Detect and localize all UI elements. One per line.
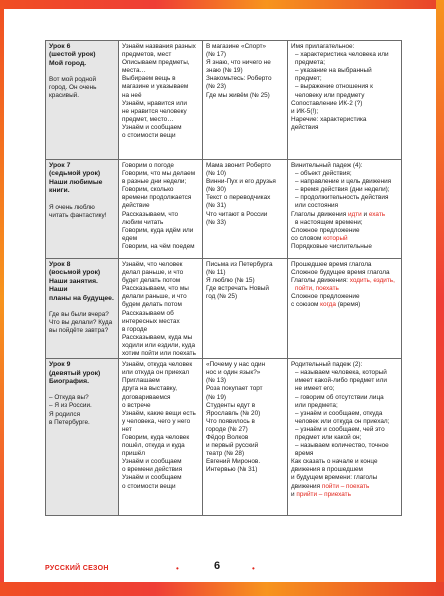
communication-goal-line: будем делать потом bbox=[122, 301, 182, 309]
lesson-dialogue bbox=[49, 311, 115, 335]
text-reference-line: (№ 11) bbox=[206, 269, 226, 277]
communication-goal-line: действие bbox=[122, 202, 150, 210]
lesson-plan-body bbox=[46, 41, 402, 516]
grammar-line: человек или откуда он приехал; bbox=[295, 417, 390, 425]
text-reference-line: Знакомьтесь: Роберто bbox=[206, 75, 272, 83]
communication-goals-cell bbox=[119, 259, 203, 359]
lesson-title-line: Наши любимые bbox=[49, 178, 103, 186]
grammar-line: или состояния bbox=[295, 202, 339, 210]
communication-goal-line: не нравится человеку bbox=[122, 107, 187, 115]
table-row bbox=[46, 259, 402, 359]
communication-goal-line: Рассказываем, куда мы bbox=[122, 333, 193, 341]
communication-goal-line: о стоимости вещи bbox=[122, 132, 176, 140]
text-reference-line: Роза покупает торт bbox=[206, 385, 263, 393]
lesson-title-line: Урок 6 bbox=[49, 43, 71, 50]
grammar-line: предмет или какой он; bbox=[295, 433, 362, 441]
grammar-line: – направление и цель движения bbox=[295, 178, 392, 186]
grammar-line: – продолжительность действия bbox=[295, 194, 389, 202]
grammar-line: Сложное будущее время глагола bbox=[291, 269, 390, 277]
communication-goal-line: Узнаём, откуда человек bbox=[122, 361, 193, 369]
lesson-cell bbox=[46, 160, 119, 259]
grammar-cell bbox=[288, 359, 402, 516]
lesson-dialogue-line: Где вы были вчера? bbox=[49, 311, 109, 319]
lesson-cell bbox=[46, 41, 119, 160]
text-reference-line: (№ 30) bbox=[206, 186, 226, 194]
lesson-dialogue-line: Я родился bbox=[49, 410, 81, 418]
grammar-line: – называем человека, который bbox=[295, 369, 387, 377]
grammar-line: – узнаём и сообщаем, чей это bbox=[295, 425, 385, 433]
grammar-line: Сложное предложение bbox=[291, 226, 360, 234]
communication-goal-line: ходили или ездили, куда bbox=[122, 341, 196, 349]
text-reference-line: Где встречать Новый bbox=[206, 285, 269, 293]
grammar-line bbox=[291, 285, 398, 293]
grammar-line: человеку или предмету bbox=[295, 91, 365, 99]
communication-goal-line: на неё bbox=[122, 91, 142, 99]
communication-goal-line: времени продолжается bbox=[122, 194, 192, 202]
grammar-line: не имеет его; bbox=[295, 385, 335, 393]
text-reference-line: Ярославль (№ 20) bbox=[206, 409, 261, 417]
communication-goal-line: Говорим, куда человек bbox=[122, 433, 190, 441]
text-reference-line: Мама звонит Роберто bbox=[206, 162, 271, 169]
communication-goal-line: Говорим, сколько bbox=[122, 186, 174, 194]
lesson-dialogue bbox=[49, 76, 115, 100]
page-number: 6 bbox=[214, 560, 221, 572]
grammar-cell bbox=[288, 259, 402, 359]
communication-goal-line: хотим пойти или поехать bbox=[122, 350, 196, 358]
text-reference-line: Я люблю (№ 15) bbox=[206, 277, 255, 285]
lesson-dialogue bbox=[49, 204, 115, 220]
grammar-line bbox=[291, 483, 398, 491]
lesson-dialogue-line: Я очень люблю bbox=[49, 203, 95, 211]
lesson-cell bbox=[46, 259, 119, 359]
grammar-text: и bbox=[361, 210, 369, 218]
communication-goal-line: Говорим, куда идём или bbox=[122, 226, 194, 234]
text-reference-line: (№ 17) bbox=[206, 51, 226, 59]
communication-goal-line: Выбираем вещь в bbox=[122, 75, 176, 83]
lesson-title-line: Урок 9 bbox=[49, 361, 71, 369]
grammar-line: – объект действия; bbox=[295, 170, 352, 178]
communication-goal-line: магазине и указываем bbox=[122, 83, 189, 91]
highlighted-term: прийти – приехать bbox=[296, 490, 351, 498]
lesson-title bbox=[49, 162, 115, 196]
communication-goal-line: места… bbox=[122, 67, 146, 75]
text-reference-line: Интервью (№ 31) bbox=[206, 466, 258, 474]
grammar-line: движения в прошедшем bbox=[291, 466, 363, 474]
text-reference-line: В магазине «Спорт» bbox=[206, 43, 267, 50]
lesson-dialogue bbox=[49, 394, 115, 426]
grammar-text: и bbox=[291, 490, 297, 498]
communication-goal-line: о времени действия bbox=[122, 466, 183, 474]
grammar-line: Имя прилагательное: bbox=[291, 43, 355, 50]
series-name: РУССКИЙ СЕЗОН bbox=[45, 565, 109, 572]
table-row bbox=[46, 41, 402, 160]
lesson-dialogue-line: – Откуда вы? bbox=[49, 394, 89, 402]
lesson-title-line: (шестой урок) bbox=[49, 51, 96, 59]
text-reference-line: Что появилось в bbox=[206, 417, 255, 425]
grammar-line: Порядковые числительные bbox=[291, 242, 372, 250]
text-reference-line: Фёдор Волков bbox=[206, 433, 249, 441]
highlighted-term: идти bbox=[347, 210, 362, 218]
grammar-line bbox=[291, 211, 398, 219]
text-reference-line: знаю (№ 19) bbox=[206, 67, 243, 75]
communication-goal-line: будет делать потом bbox=[122, 277, 181, 285]
lesson-dialogue-line: читать фантастику! bbox=[49, 211, 107, 219]
communication-goal-line: Говорим, на чём поедем bbox=[122, 242, 195, 250]
communication-goals-cell bbox=[119, 359, 203, 516]
communication-goal-line: Рассказываем, что bbox=[122, 210, 179, 218]
grammar-line: – выражение отношения к bbox=[295, 83, 373, 91]
grammar-line: Винительный падеж (4): bbox=[291, 162, 363, 169]
text-reference-line: и первый русский bbox=[206, 442, 259, 450]
grammar-line: в настоящем времени; bbox=[295, 218, 363, 226]
texts-cell bbox=[203, 160, 288, 259]
grammar-text: Глаголы движения bbox=[291, 210, 348, 218]
grammar-line: – указание на выбранный bbox=[295, 67, 372, 75]
grammar-line: действия bbox=[291, 123, 319, 131]
frame-left-stripe bbox=[0, 0, 4, 596]
page bbox=[11, 18, 435, 578]
text-reference-line: (№ 31) bbox=[206, 202, 226, 210]
grammar-cell bbox=[288, 160, 402, 259]
lesson-title-line: книги. bbox=[49, 187, 70, 195]
grammar-text: Глаголы движения: bbox=[291, 277, 350, 285]
lesson-dialogue-line: Что вы делали? Куда bbox=[49, 319, 113, 327]
lesson-dialogue-line: в Петербурге. bbox=[49, 418, 90, 426]
communication-goal-line: Узнаём и сообщаем bbox=[122, 123, 182, 131]
text-reference-line: Что читают в России bbox=[206, 210, 268, 218]
grammar-text: со словом bbox=[291, 234, 324, 242]
highlighted-term: который bbox=[323, 234, 348, 242]
lesson-dialogue-line: город. Он очень bbox=[49, 84, 97, 92]
lesson-title bbox=[49, 261, 115, 303]
communication-goal-line: любим читать bbox=[122, 218, 164, 226]
highlighted-term: пойти, поехать bbox=[295, 285, 339, 293]
communication-goal-line: Рассказываем, что мы bbox=[122, 285, 189, 293]
text-reference-line: Письма из Петербурга bbox=[206, 261, 273, 268]
lesson-title bbox=[49, 361, 115, 386]
grammar-line: имеет какой-либо предмет или bbox=[295, 377, 387, 385]
grammar-line: Прошедшее время глагола bbox=[291, 261, 372, 268]
texts-cell bbox=[203, 359, 288, 516]
grammar-line: и ИК-5(!); bbox=[291, 107, 319, 115]
communication-goal-line: о стоимости вещи bbox=[122, 482, 176, 490]
grammar-line bbox=[291, 491, 398, 499]
communication-goal-line: пошёл, откуда и куда bbox=[122, 442, 185, 450]
frame-bottom-stripe bbox=[0, 582, 444, 596]
grammar-line: Сложное предложение bbox=[291, 293, 360, 301]
communication-goal-line: Узнаём названия разных bbox=[122, 43, 196, 50]
footer-dot-right: • bbox=[252, 564, 255, 573]
communication-goal-line: или откуда он приехал bbox=[122, 369, 190, 377]
grammar-text: (время) bbox=[335, 301, 361, 309]
grammar-cell bbox=[288, 41, 402, 160]
lesson-plan-table bbox=[45, 40, 402, 516]
text-reference-line: Где мы живём (№ 25) bbox=[206, 91, 270, 99]
lesson-dialogue-line: красивый. bbox=[49, 92, 80, 100]
lesson-title-line: (девятый урок) bbox=[49, 369, 101, 377]
lesson-dialogue-line: вы пойдёте завтра? bbox=[49, 327, 109, 335]
text-reference-line: Студенты едут в bbox=[206, 401, 256, 409]
lesson-title-line: Наши занятия. Наши bbox=[49, 277, 98, 294]
text-reference-line: (№ 33) bbox=[206, 218, 226, 226]
table-row bbox=[46, 160, 402, 259]
text-reference-line: (№ 19) bbox=[206, 393, 226, 401]
frame-top-stripe bbox=[0, 0, 444, 9]
lesson-title-line: Урок 8 bbox=[49, 261, 71, 268]
lesson-dialogue-line: Вот мой родной bbox=[49, 76, 97, 84]
communication-goal-line: Узнаём, нравится или bbox=[122, 99, 187, 107]
highlighted-term: пойти – поехать bbox=[321, 482, 370, 490]
lesson-cell bbox=[46, 359, 119, 516]
grammar-line bbox=[291, 235, 398, 243]
grammar-line: – время действия (дни недели); bbox=[295, 186, 390, 194]
grammar-line bbox=[291, 301, 398, 309]
grammar-text: с союзом bbox=[291, 301, 321, 309]
lesson-title-line: Мой город. bbox=[49, 59, 87, 67]
text-reference-line: (№ 10) bbox=[206, 170, 226, 178]
table-row bbox=[46, 359, 402, 516]
text-reference-line: городе (№ 27) bbox=[206, 425, 248, 433]
text-reference-line: нос и один язык?» bbox=[206, 369, 261, 377]
grammar-line: и будущем времени: глаголы bbox=[291, 474, 378, 482]
text-reference-line: «Почему у нас один bbox=[206, 361, 266, 369]
texts-cell bbox=[203, 41, 288, 160]
lesson-title-line: (седьмой урок) bbox=[49, 170, 101, 178]
grammar-line: предмета; bbox=[295, 59, 326, 67]
text-reference-line: Я знаю, что ничего не bbox=[206, 59, 271, 67]
grammar-line: Наречие: характеристика bbox=[291, 115, 367, 123]
text-reference-line: год (№ 25) bbox=[206, 293, 238, 301]
communication-goal-line: Узнаём, что человек bbox=[122, 261, 183, 268]
communication-goal-line: предметов, мест bbox=[122, 51, 172, 59]
grammar-line: – называем количество, точное bbox=[295, 442, 389, 450]
communication-goals-cell bbox=[119, 41, 203, 160]
highlighted-term: ходить, ездить, bbox=[349, 277, 395, 285]
grammar-line: или предмета; bbox=[295, 401, 338, 409]
communication-goal-line: пришёл bbox=[122, 450, 145, 458]
lesson-title-line: планы на будущее. bbox=[49, 294, 114, 302]
grammar-line: – говорим об отсутствии лица bbox=[295, 393, 384, 401]
grammar-line: Как сказать о начале и конце bbox=[291, 458, 378, 466]
texts-cell bbox=[203, 259, 288, 359]
communication-goal-line: Рассказываем об bbox=[122, 309, 174, 317]
grammar-text: движения bbox=[291, 482, 322, 490]
grammar-line: – узнаём и сообщаем, откуда bbox=[295, 409, 383, 417]
communication-goal-line: Описываем предметы, bbox=[122, 59, 190, 67]
lesson-title-line: (восьмой урок) bbox=[49, 269, 101, 277]
text-reference-line: (№ 13) bbox=[206, 377, 226, 385]
grammar-line: Родительный падеж (2): bbox=[291, 361, 363, 369]
communication-goal-line: о встрече bbox=[122, 401, 151, 409]
grammar-line: предмет; bbox=[295, 75, 322, 83]
lesson-title-line: Биография. bbox=[49, 377, 89, 385]
lesson-title bbox=[49, 43, 115, 68]
lesson-dialogue-line: – Я из России. bbox=[49, 402, 92, 410]
footer-dot-left: • bbox=[176, 564, 179, 573]
grammar-line: время bbox=[295, 450, 314, 458]
lesson-title-line: Урок 7 bbox=[49, 162, 71, 169]
communication-goal-line: делал раньше, и что bbox=[122, 269, 184, 277]
communication-goal-line: Узнаём и сообщаем bbox=[122, 474, 182, 482]
communication-goal-line: у человека, чего у него bbox=[122, 417, 191, 425]
text-reference-line: Винни-Пух и его друзья bbox=[206, 178, 276, 186]
communication-goal-line: Приглашаем bbox=[122, 377, 160, 385]
communication-goal-line: предмет, место… bbox=[122, 115, 174, 123]
communication-goal-line: Говорим о погоде bbox=[122, 162, 174, 169]
highlighted-term: ехать bbox=[368, 210, 386, 218]
grammar-line: – характеристика человека или bbox=[295, 51, 389, 59]
text-reference-line: театр (№ 28) bbox=[206, 450, 245, 458]
text-reference-line: Евгений Миронов. bbox=[206, 458, 261, 466]
communication-goal-line: Узнаём и сообщаем bbox=[122, 458, 182, 466]
text-reference-line: (№ 23) bbox=[206, 83, 226, 91]
communication-goal-line: в городе bbox=[122, 325, 148, 333]
communication-goal-line: друга на выставку, bbox=[122, 385, 177, 393]
communication-goals-cell bbox=[119, 160, 203, 259]
grammar-line: Сопоставление ИК-2 (?) bbox=[291, 99, 363, 107]
communication-goal-line: Говорим, что мы делаем bbox=[122, 170, 196, 178]
communication-goal-line: Узнаём, какие вещи есть bbox=[122, 409, 196, 417]
communication-goal-line: нет bbox=[122, 425, 132, 433]
communication-goal-line: договариваемся bbox=[122, 393, 171, 401]
communication-goal-line: в разные дни недели; bbox=[122, 178, 187, 186]
highlighted-term: когда bbox=[320, 301, 336, 309]
communication-goal-line: интересных местах bbox=[122, 317, 180, 325]
frame-right-stripe bbox=[436, 0, 444, 596]
communication-goal-line: едем bbox=[122, 234, 138, 242]
text-reference-line: Текст о переводчиках bbox=[206, 194, 271, 202]
communication-goal-line: делали раньше, и что bbox=[122, 293, 187, 301]
